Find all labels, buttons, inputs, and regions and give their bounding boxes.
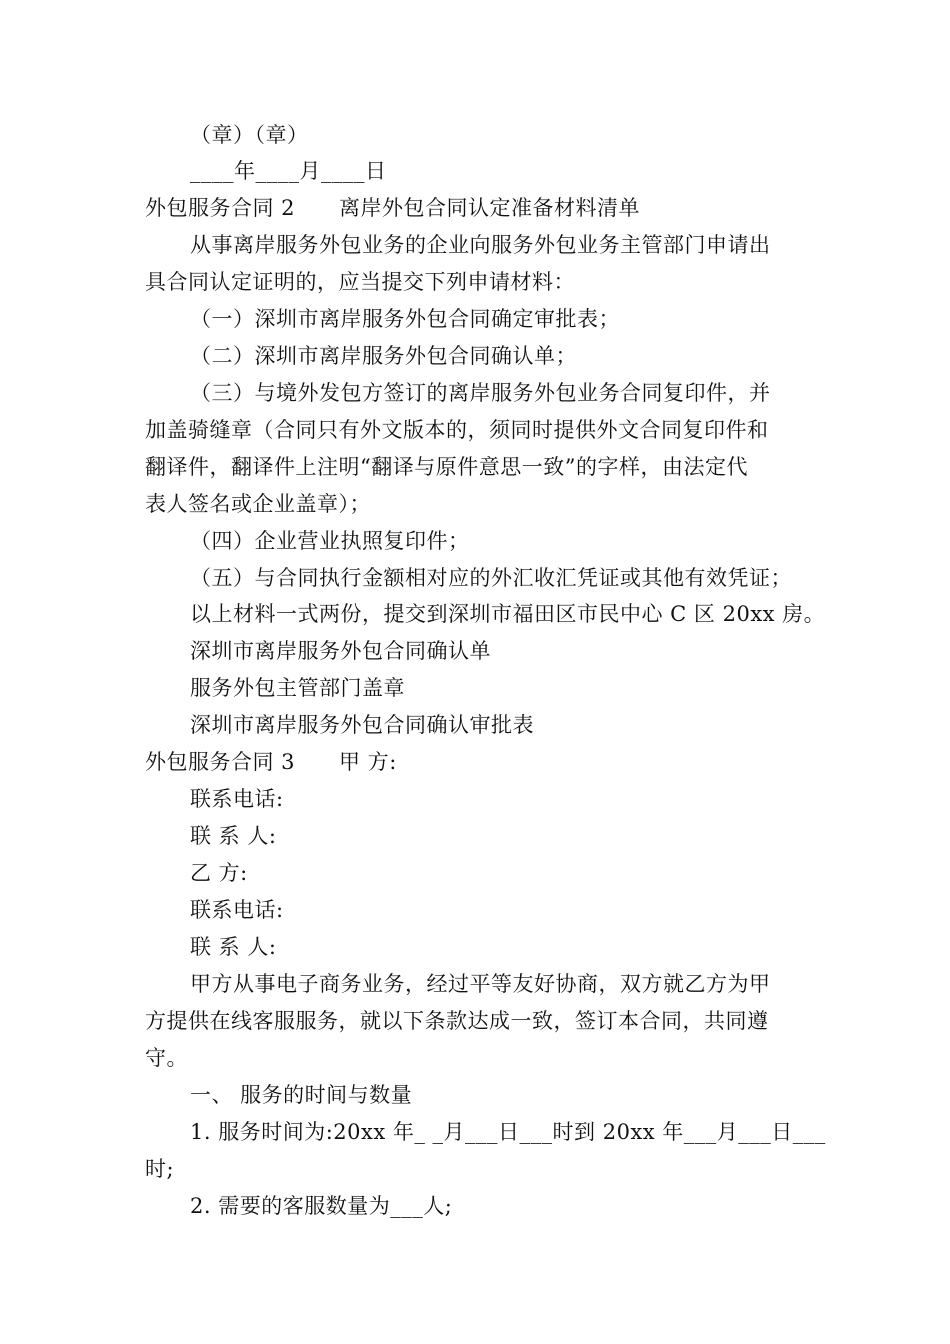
intro-paragraph-cont: 守。 (145, 1046, 188, 1070)
seal-line: （章）（章） (190, 123, 309, 147)
party-a-phone: 联系电话: (190, 787, 284, 811)
intro-paragraph: 甲方从事电子商务业务，经过平等友好协商，双方就乙方为甲 (190, 972, 771, 996)
party-b-phone: 联系电话: (190, 898, 284, 922)
party-a-contact: 联 系 人: (190, 824, 277, 848)
clause-heading-1: 一、 服务的时间与数量 (190, 1083, 413, 1107)
party-b-contact: 联 系 人: (190, 935, 277, 959)
list-item-3-cont: 翻译件，翻译件上注明“翻译与原件意思一致”的字样，由法定代 (145, 455, 748, 479)
paragraph-line: 从事离岸服务外包业务的企业向服务外包业务主管部门申请出 (190, 233, 771, 257)
party-b-label: 乙 方: (190, 861, 248, 885)
contract-3-title: 外包服务合同 3 (145, 750, 296, 774)
list-item-4: （四）企业营业执照复印件； (190, 529, 470, 553)
list-item-3-cont: 表人签名或企业盖章）； (145, 492, 371, 516)
section-heading-3 (145, 744, 815, 780)
clause-1-1-cont: 时; (145, 1157, 175, 1181)
list-item-3-cont: 加盖骑缝章（合同只有外文版本的，须同时提供外文合同复印件和 (145, 418, 769, 442)
list-item-1: （一）深圳市离岸服务外包合同确定审批表； (190, 307, 620, 331)
party-a-label: 甲 方: (339, 750, 397, 774)
approval-form-title: 深圳市离岸服务外包合同确认审批表 (190, 713, 534, 737)
submission-note: 以上材料一式两份，提交到深圳市福田区市民中心 C 区 20xx 房。 (190, 602, 826, 626)
paragraph-line: 具合同认定证明的，应当提交下列申请材料： (145, 270, 575, 294)
list-item-2: （二）深圳市离岸服务外包合同确认单； (190, 344, 577, 368)
materials-list-title: 离岸外包合同认定准备材料清单 (339, 196, 641, 220)
seal-note: 服务外包主管部门盖章 (190, 676, 405, 700)
clause-1-2: 2. 需要的客服数量为___人; (190, 1194, 453, 1218)
section-heading-2 (145, 190, 815, 226)
clause-1-1: 1. 服务时间为:20xx 年_ _月___日___时到 20xx 年___月___日___ (190, 1120, 826, 1144)
confirmation-form-title: 深圳市离岸服务外包合同确认单 (190, 639, 491, 663)
list-item-3: （三）与境外发包方签订的离岸服务外包业务合同复印件，并 (190, 381, 771, 405)
date-line: ____年____月____日 (190, 159, 387, 183)
intro-paragraph-cont: 方提供在线客服服务，就以下条款达成一致，签订本合同，共同遵 (145, 1009, 769, 1033)
contract-2-title: 外包服务合同 2 (145, 196, 296, 220)
list-item-5: （五）与合同执行金额相对应的外汇收汇凭证或其他有效凭证； (190, 566, 792, 590)
